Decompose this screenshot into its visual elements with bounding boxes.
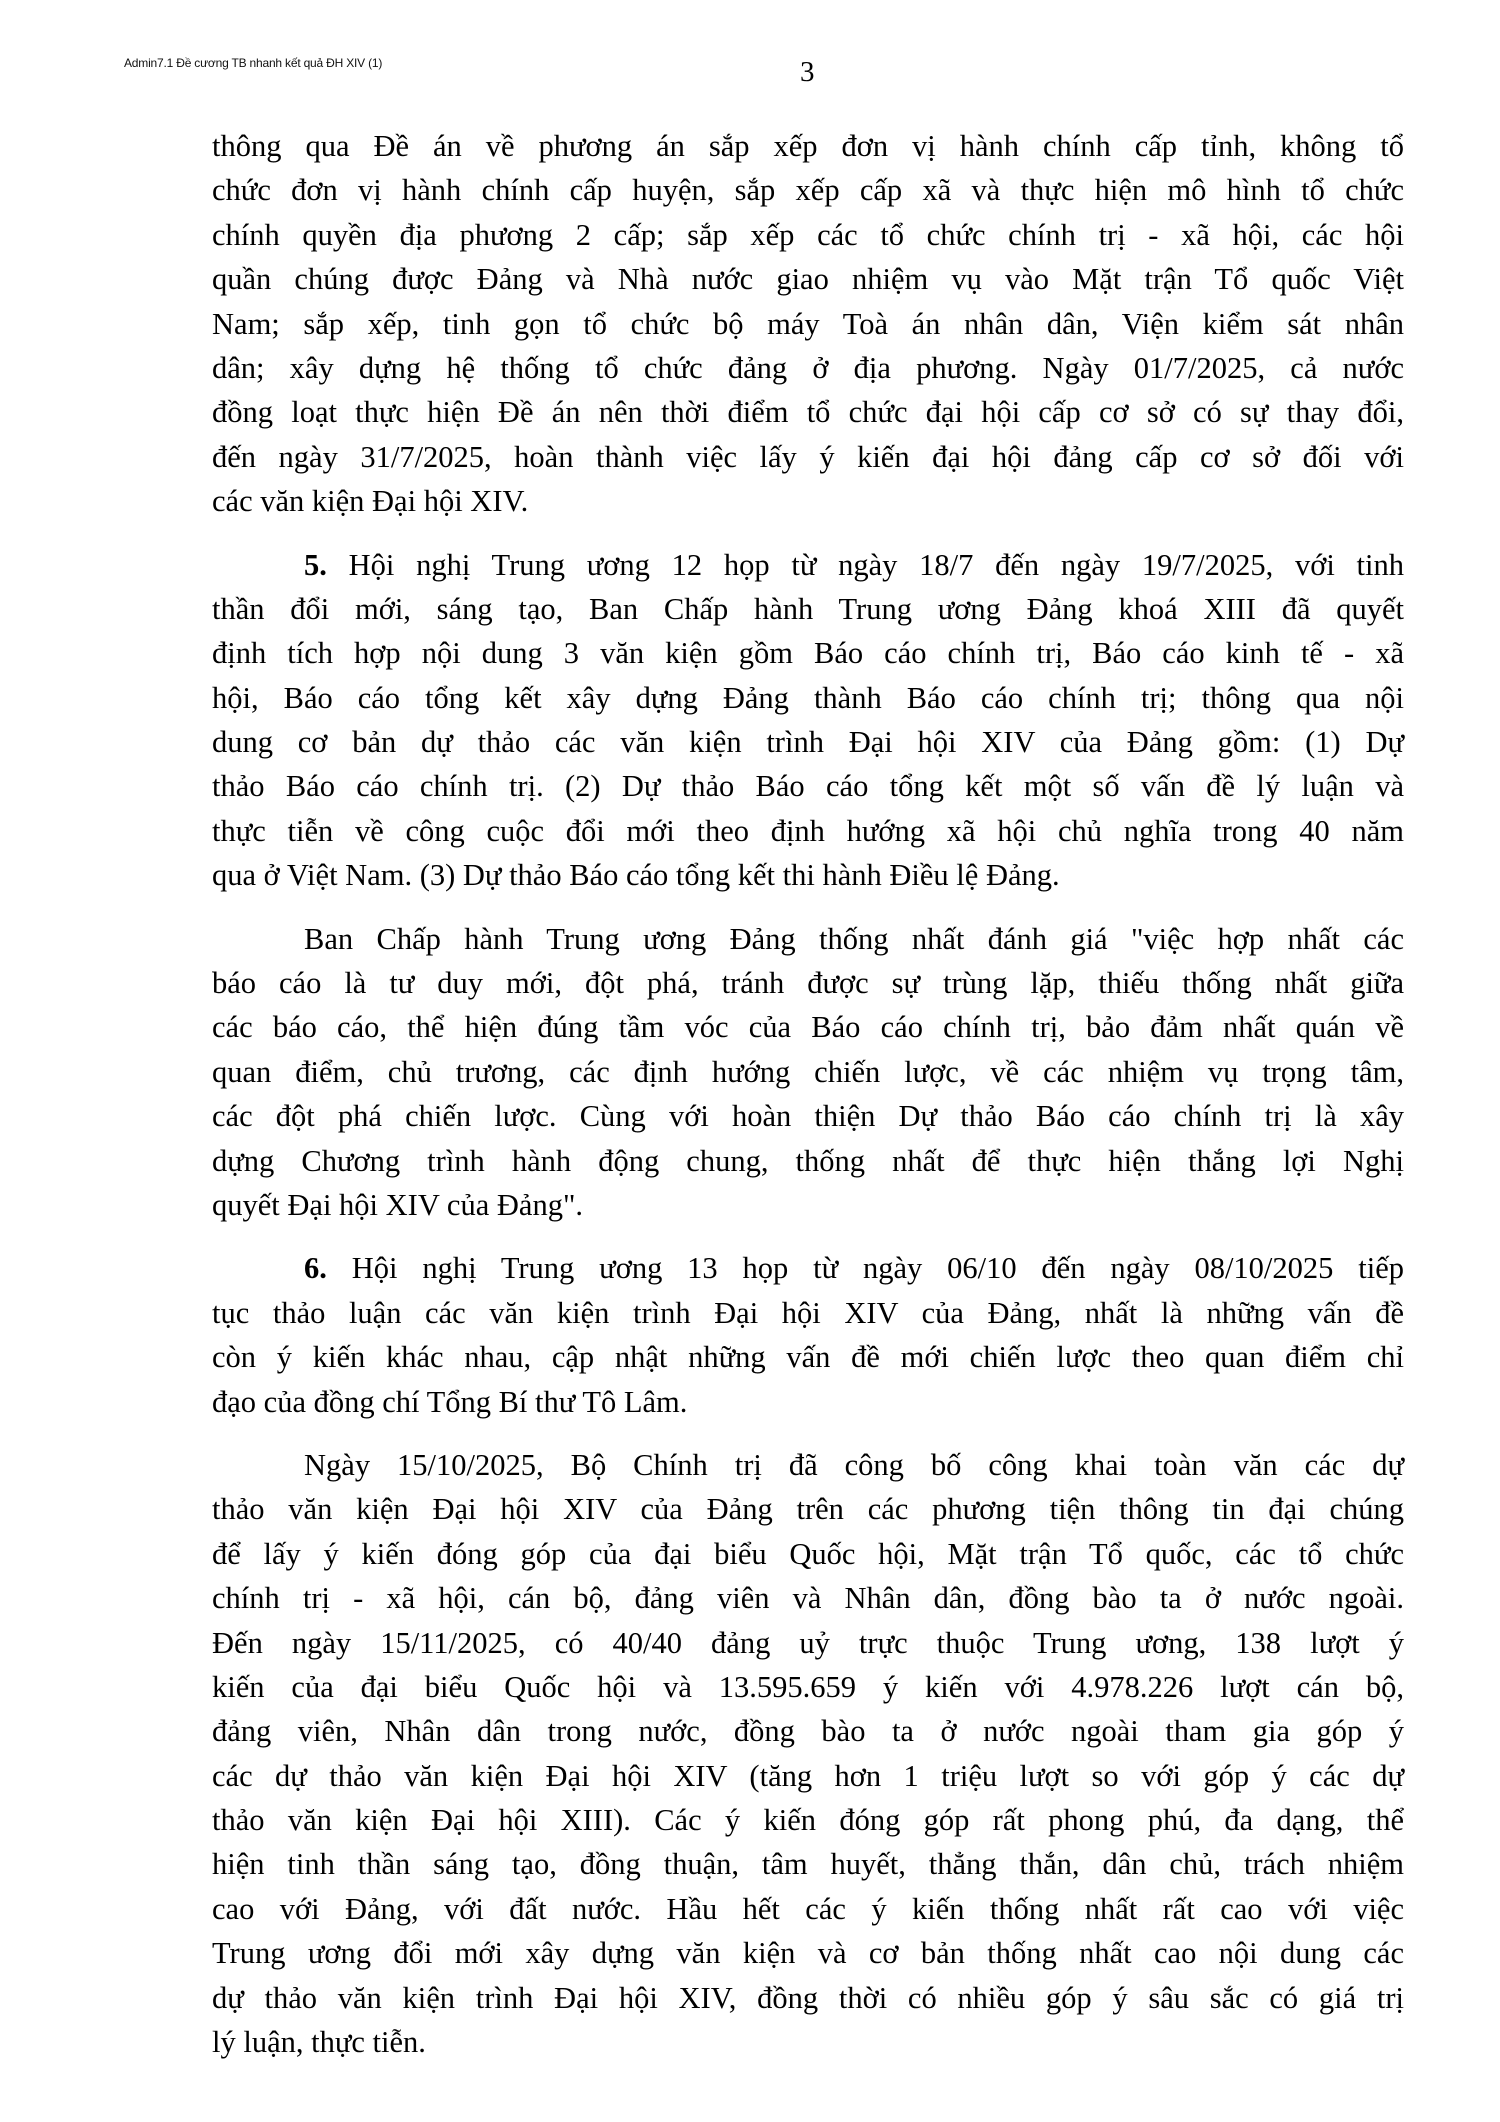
text-line: đảng viên, Nhân dân trong nước, đồng bào ta ở nước ngoài tham gia góp ý bbox=[212, 1714, 1404, 1749]
text-line: đạo của đồng chí Tổng Bí thư Tô Lâm. bbox=[212, 1384, 688, 1419]
paragraph-item-6 bbox=[212, 1246, 1404, 1424]
text-line: các đột phá chiến lược. Cùng với hoàn thiện Dự thảo Báo cáo chính trị là xây bbox=[212, 1099, 1404, 1134]
text-line: chính quyền địa phương 2 cấp; sắp xếp các tổ chức chính trị - xã hội, các hội bbox=[212, 217, 1404, 252]
text-line: dựng Chương trình hành động chung, thống nhất để thực hiện thắng lợi Nghị bbox=[212, 1143, 1404, 1178]
text-line: cao với Đảng, với đất nước. Hầu hết các ý kiến thống nhất rất cao với việc bbox=[212, 1891, 1404, 1926]
text-line: các văn kiện Đại hội XIV. bbox=[212, 484, 529, 519]
text-line-first bbox=[212, 1246, 1404, 1290]
text-line: quan điểm, chủ trương, các định hướng chiến lược, về các nhiệm vụ trọng tâm, bbox=[212, 1054, 1404, 1089]
item-number: 6. bbox=[304, 1251, 327, 1286]
text-line: thực tiễn về công cuộc đổi mới theo định hướng xã hội chủ nghĩa trong 40 năm bbox=[212, 813, 1404, 848]
text-line: thần đổi mới, sáng tạo, Ban Chấp hành Trung ương Đảng khoá XIII đã quyết bbox=[212, 591, 1404, 626]
text-line: thảo văn kiện Đại hội XIII). Các ý kiến đóng góp rất phong phú, đa dạng, thể bbox=[212, 1803, 1404, 1838]
text-line: thảo Báo cáo chính trị. (2) Dự thảo Báo cáo tổng kết một số vấn đề lý luận và bbox=[212, 769, 1404, 804]
text-line: thông qua Đề án về phương án sắp xếp đơn vị hành chính cấp tỉnh, không tổ bbox=[212, 129, 1404, 163]
text-line: Ban Chấp hành Trung ương Đảng thống nhất đánh giá "việc hợp nhất các bbox=[304, 921, 1404, 956]
text-line: tục thảo luận các văn kiện trình Đại hội XIV của Đảng, nhất là những vấn đề bbox=[212, 1295, 1404, 1330]
text-line: báo cáo là tư duy mới, đột phá, tránh được sự trùng lặp, thiếu thống nhất giữa bbox=[212, 966, 1404, 1001]
text-fragment: Hội nghị Trung ương 13 họp từ ngày 06/10 đến ngày 08/10/2025 tiếp bbox=[326, 1251, 1404, 1286]
text-line: dự thảo văn kiện trình Đại hội XIV, đồng thời có nhiều góp ý sâu sắc có giá trị bbox=[212, 1980, 1404, 2015]
text-line: dung cơ bản dự thảo các văn kiện trình Đại hội XIV của Đảng gồm: (1) Dự bbox=[212, 725, 1404, 760]
text-line: qua ở Việt Nam. (3) Dự thảo Báo cáo tổng kết thi hành Điều lệ Đảng. bbox=[212, 858, 1060, 893]
text-line: dân; xây dựng hệ thống tổ chức đảng ở địa phương. Ngày 01/7/2025, cả nước bbox=[212, 350, 1404, 385]
text-line: hiện tinh thần sáng tạo, đồng thuận, tâm huyết, thẳng thắn, dân chủ, trách nhiệm bbox=[212, 1847, 1404, 1882]
text-line-first bbox=[212, 543, 1404, 587]
text-line: quần chúng được Đảng và Nhà nước giao nhiệm vụ vào Mặt trận Tổ quốc Việt bbox=[212, 262, 1404, 297]
paragraph-item-5 bbox=[212, 543, 1404, 898]
text-line: chức đơn vị hành chính cấp huyện, sắp xếp cấp xã và thực hiện mô hình tổ chức bbox=[212, 173, 1404, 208]
text-line: để lấy ý kiến đóng góp của đại biểu Quốc hội, Mặt trận Tổ quốc, các tổ chức bbox=[212, 1536, 1404, 1571]
text-line: còn ý kiến khác nhau, cập nhật những vấn đề mới chiến lược theo quan điểm chỉ bbox=[212, 1340, 1404, 1375]
document-body bbox=[212, 124, 1404, 2083]
text-line: đến ngày 31/7/2025, hoàn thành việc lấy ý kiến đại hội đảng cấp cơ sở đối với bbox=[212, 439, 1404, 474]
text-line: Ngày 15/10/2025, Bộ Chính trị đã công bố công khai toàn văn các dự bbox=[304, 1447, 1404, 1482]
document-header-note: Admin7.1 Đề cương TB nhanh kết quả ĐH XIV (1) bbox=[124, 56, 383, 70]
paragraph-assessment bbox=[212, 917, 1404, 1228]
text-line: Nam; sắp xếp, tinh gọn tổ chức bộ máy Toà án nhân dân, Viện kiểm sát nhân bbox=[212, 306, 1404, 341]
text-line: các báo cáo, thể hiện đúng tầm vóc của Báo cáo chính trị, bảo đảm nhất quán về bbox=[212, 1010, 1404, 1045]
text-line: hội, Báo cáo tổng kết xây dựng Đảng thành Báo cáo chính trị; thông qua nội bbox=[212, 680, 1404, 715]
text-line: chính trị - xã hội, cán bộ, đảng viên và Nhân dân, đồng bào ta ở nước ngoài. bbox=[212, 1581, 1404, 1616]
page-number: 3 bbox=[800, 56, 815, 88]
text-fragment: Hội nghị Trung ương 12 họp từ ngày 18/7 đến ngày 19/7/2025, với tinh bbox=[326, 547, 1404, 582]
text-line: đồng loạt thực hiện Đề án nên thời điểm tổ chức đại hội cấp cơ sở có sự thay đổi, bbox=[212, 395, 1404, 430]
text-line: định tích hợp nội dung 3 văn kiện gồm Báo cáo chính trị, Báo cáo kinh tế - xã bbox=[212, 636, 1404, 671]
text-line: Đến ngày 15/11/2025, có 40/40 đảng uỷ trực thuộc Trung ương, 138 lượt ý bbox=[212, 1625, 1404, 1660]
text-line: kiến của đại biểu Quốc hội và 13.595.659 ý kiến với 4.978.226 lượt cán bộ, bbox=[212, 1669, 1404, 1704]
item-number: 5. bbox=[304, 547, 327, 582]
paragraph-continuation bbox=[212, 124, 1404, 524]
text-line: Trung ương đổi mới xây dựng văn kiện và cơ bản thống nhất cao nội dung các bbox=[212, 1936, 1404, 1971]
paragraph-public-consultation bbox=[212, 1443, 1404, 2064]
text-line: thảo văn kiện Đại hội XIV của Đảng trên các phương tiện thông tin đại chúng bbox=[212, 1492, 1404, 1527]
text-line: lý luận, thực tiễn. bbox=[212, 2025, 426, 2060]
text-line: các dự thảo văn kiện Đại hội XIV (tăng hơn 1 triệu lượt so với góp ý các dự bbox=[212, 1758, 1404, 1793]
text-line: quyết Đại hội XIV của Đảng". bbox=[212, 1187, 584, 1222]
